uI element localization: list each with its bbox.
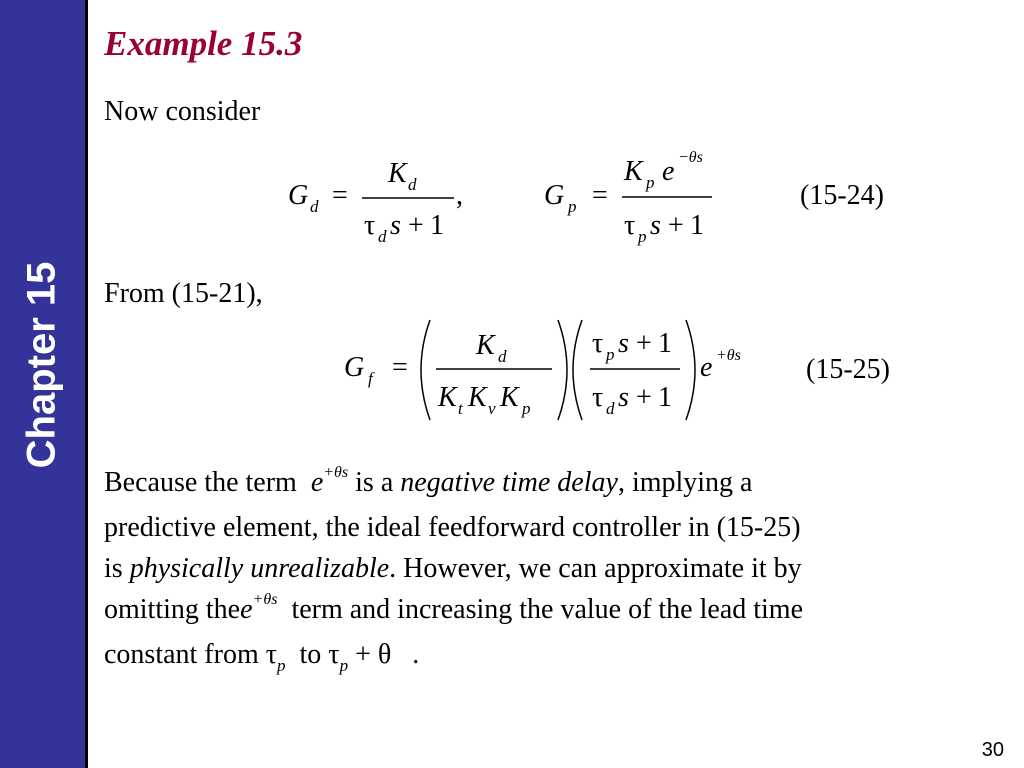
paragraph-line-5 bbox=[104, 634, 984, 678]
paragraph-line-1 bbox=[104, 462, 984, 507]
svg-text:G: G bbox=[288, 180, 309, 211]
svg-text:p: p bbox=[638, 227, 647, 246]
paragraph-text: is bbox=[104, 553, 123, 584]
paragraph-text: omitting the bbox=[104, 594, 241, 625]
intro-text: Now consider bbox=[104, 96, 261, 127]
emphasis-physically-unrealizable: physically unrealizable bbox=[129, 553, 390, 584]
svg-text:p: p bbox=[568, 197, 577, 216]
paragraph-text: . bbox=[412, 639, 420, 670]
svg-text:s: s bbox=[618, 328, 629, 359]
svg-text:+: + bbox=[636, 382, 652, 413]
svg-text:d: d bbox=[378, 227, 387, 246]
explanation-paragraph bbox=[104, 462, 984, 678]
svg-text:K: K bbox=[438, 382, 457, 413]
svg-text:+: + bbox=[408, 210, 424, 241]
from-text: From (15-21), bbox=[104, 278, 263, 309]
math-tau-p: $\tau_p$ bbox=[265, 639, 286, 675]
svg-text:=: = bbox=[332, 180, 348, 211]
svg-text:p: p bbox=[606, 345, 615, 364]
svg-text:1: 1 bbox=[658, 328, 672, 359]
paragraph-text: Because the term bbox=[104, 467, 297, 498]
svg-text:+: + bbox=[668, 210, 684, 241]
paragraph-text: term and increasing the value of the lead time bbox=[291, 594, 804, 625]
chapter-sidebar bbox=[0, 0, 85, 768]
equation-gf bbox=[340, 314, 760, 426]
equation-gd bbox=[280, 148, 480, 248]
svg-text:+: + bbox=[636, 328, 652, 359]
svg-text:d: d bbox=[498, 347, 507, 366]
svg-text:K: K bbox=[468, 382, 487, 413]
svg-text:G: G bbox=[544, 180, 565, 211]
svg-text:τ: τ bbox=[624, 210, 636, 241]
chapter-label: Chapter 15 bbox=[19, 261, 64, 469]
paragraph-line-2: predictive element, the ideal feedforward controller in (15-25) bbox=[104, 512, 801, 543]
svg-text:K: K bbox=[500, 382, 519, 413]
math-tau-p-plus-theta: $\tau_p + \theta$ bbox=[328, 639, 392, 675]
svg-text:=: = bbox=[592, 180, 608, 211]
svg-text:s: s bbox=[650, 210, 661, 241]
svg-text:f: f bbox=[368, 369, 373, 388]
svg-text:s: s bbox=[390, 210, 401, 241]
paragraph-line-3 bbox=[104, 548, 984, 589]
page-number: 30 bbox=[981, 739, 1004, 761]
svg-text:t: t bbox=[458, 399, 463, 418]
paragraph-line-4 bbox=[104, 589, 984, 634]
svg-text:e: e bbox=[700, 352, 713, 383]
svg-text:s: s bbox=[618, 382, 629, 413]
paragraph-text: to bbox=[299, 639, 322, 670]
paragraph-text: is a bbox=[355, 467, 394, 498]
svg-text:K: K bbox=[476, 330, 495, 361]
svg-text:e: e bbox=[662, 156, 675, 187]
paragraph-text: constant from bbox=[104, 639, 259, 670]
svg-text:v: v bbox=[488, 399, 496, 418]
svg-text:+θs: +θs bbox=[716, 347, 741, 364]
math-e-plus-theta-s: $e^{+\theta s}$ bbox=[240, 591, 278, 625]
emphasis-negative-time-delay: negative time delay bbox=[400, 467, 618, 498]
sidebar-divider bbox=[85, 0, 88, 768]
equation-label-15-24: (15-24) bbox=[800, 180, 884, 211]
equation-gp bbox=[540, 140, 740, 250]
svg-text:−θs: −θs bbox=[678, 149, 703, 166]
math-e-plus-theta-s: $e^{+\theta s}$ bbox=[303, 464, 349, 498]
svg-text:τ: τ bbox=[592, 328, 604, 359]
svg-text:d: d bbox=[408, 175, 417, 194]
svg-text:p: p bbox=[646, 173, 655, 192]
svg-text:,: , bbox=[456, 180, 463, 211]
svg-text:p: p bbox=[522, 399, 531, 418]
slide-title: Example 15.3 bbox=[104, 24, 303, 63]
paragraph-text: , implying a bbox=[617, 467, 753, 498]
svg-text:1: 1 bbox=[430, 210, 444, 241]
svg-text:1: 1 bbox=[690, 210, 704, 241]
svg-text:τ: τ bbox=[364, 210, 376, 241]
svg-text:G: G bbox=[344, 352, 365, 383]
svg-text:d: d bbox=[310, 197, 319, 216]
svg-text:K: K bbox=[624, 156, 643, 187]
equation-label-15-25: (15-25) bbox=[806, 354, 890, 385]
svg-text:K: K bbox=[388, 158, 407, 189]
svg-text:1: 1 bbox=[658, 382, 672, 413]
svg-text:d: d bbox=[606, 399, 615, 418]
svg-text:τ: τ bbox=[592, 382, 604, 413]
svg-text:=: = bbox=[392, 352, 408, 383]
paragraph-text: . However, we can approximate it by bbox=[389, 553, 802, 584]
